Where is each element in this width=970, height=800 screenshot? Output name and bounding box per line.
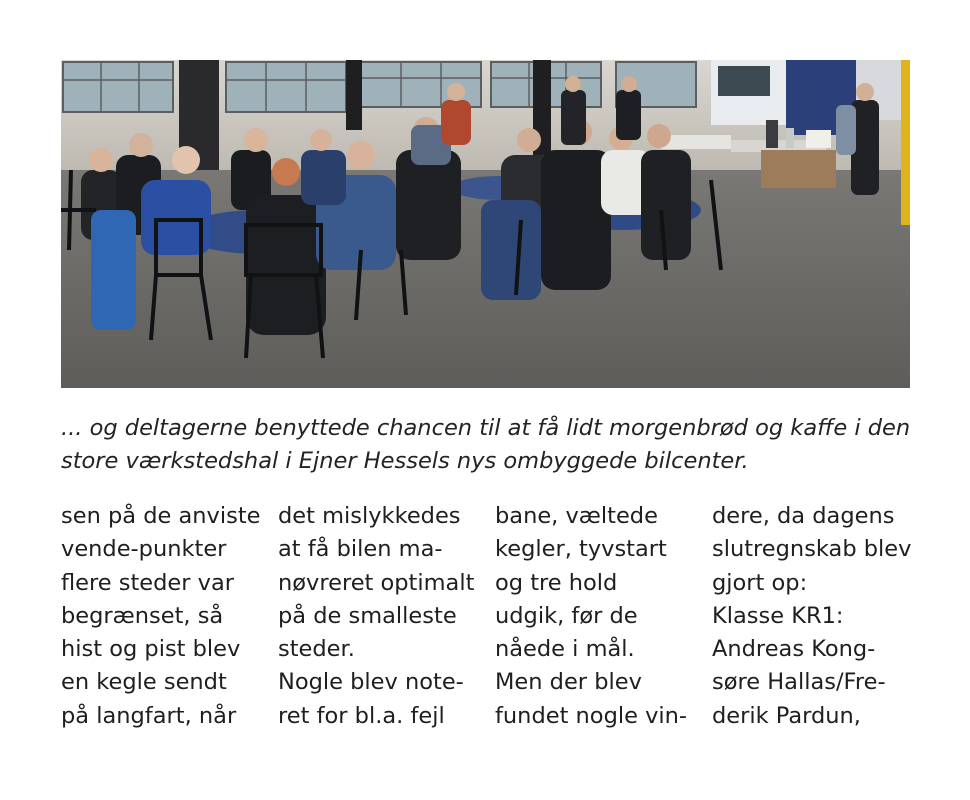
text-line: nåede i mål. — [495, 636, 635, 663]
text-line: flere steder var — [61, 569, 235, 596]
text-column-1 — [61, 500, 260, 733]
text-line: hist og pist blev — [61, 636, 241, 663]
text-line: Klasse KR1: — [712, 602, 844, 629]
text-column-4 — [712, 500, 911, 733]
text-line: vende-punkter — [61, 536, 227, 563]
workshop-photo — [61, 60, 910, 388]
windows — [63, 62, 696, 112]
text-line: at få bilen ma- — [278, 536, 443, 563]
text-column-3 — [495, 500, 687, 733]
text-line: på langfart, når — [61, 702, 237, 729]
text-line: fundet nogle vin- — [495, 702, 688, 729]
text-line: på de smalleste — [278, 602, 457, 629]
text-line: Men der blev — [495, 669, 642, 696]
text-column-2 — [278, 500, 474, 733]
text-line: begrænset, så — [61, 602, 224, 629]
text-line: steder. — [278, 636, 355, 663]
caption-line: store værkstedshal i Ejner Hessels nys ombyggede bilcenter. — [61, 448, 749, 474]
text-line: derik Pardun, — [712, 702, 861, 729]
caption-line: ... og deltagerne benyttede chancen til at få lidt morgenbrød og kaffe i den — [61, 415, 911, 441]
text-line: en kegle sendt — [61, 669, 227, 696]
text-line: dere, da dagens — [712, 503, 895, 529]
text-line: det mislykkedes — [278, 503, 461, 529]
article-body — [0, 500, 970, 740]
workshop-photo-illustration — [61, 60, 910, 388]
text-line: søre Hallas/Fre- — [712, 669, 886, 696]
text-line: sen på de anviste — [61, 503, 261, 529]
text-line: kegler, tyvstart — [495, 536, 667, 563]
text-line: Nogle blev note- — [278, 669, 464, 696]
text-line: Andreas Kong- — [712, 636, 876, 663]
text-line: udgik, før de — [495, 602, 638, 629]
text-line: slutregnskab blev — [712, 536, 912, 563]
text-line: og tre hold — [495, 569, 618, 596]
text-line: nøvreret optimalt — [278, 569, 475, 596]
photo-caption — [61, 412, 921, 478]
text-line: bane, væltede — [495, 503, 658, 529]
text-line: ret for bl.a. fejl — [278, 702, 445, 729]
text-line: gjort op: — [712, 569, 808, 596]
